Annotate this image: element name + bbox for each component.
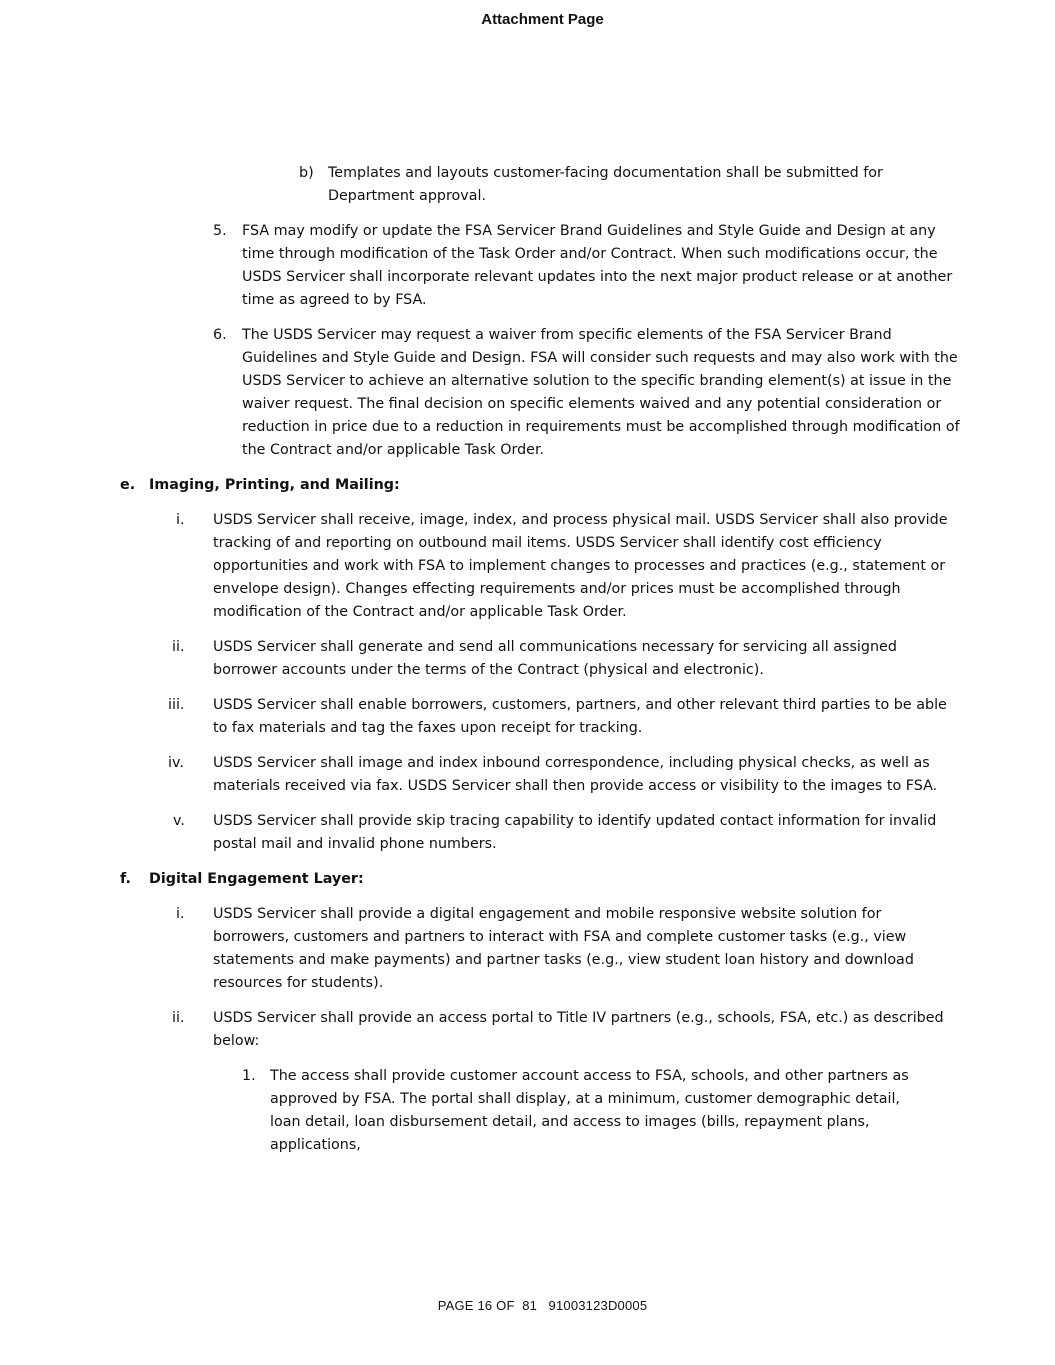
list-marker: 5. xyxy=(213,223,227,239)
page-header: Attachment Page xyxy=(481,11,604,28)
list-marker: ii. xyxy=(172,639,185,655)
list-item-text: Templates and layouts customer-facing documentation shall be submitted for Department approval. xyxy=(328,165,883,204)
list-item-text: USDS Servicer shall receive, image, index, and process physical mail. USDS Servicer shall also provide tracking of and reporting on outbound mail items. USDS Servicer shall identify cost efficiency opportunities and work with FSA to implement changes to processes and practices (e.g., statement or envelope design). Changes effecting requirements and/or prices must be accomplished through modification of the Contract and/or applicable Task Order. xyxy=(213,512,948,620)
list-marker: b) xyxy=(299,165,314,181)
list-item-f-ii-1 xyxy=(242,1065,930,1157)
section-title: Digital Engagement Layer: xyxy=(149,871,364,887)
list-marker: iv. xyxy=(168,755,184,771)
section-heading-e xyxy=(120,474,949,497)
list-item-e-i xyxy=(176,509,957,624)
list-item-text: USDS Servicer shall image and index inbound correspondence, including physical checks, as well as materials received via fax. USDS Servicer shall then provide access or visibility to the images to FSA. xyxy=(213,755,938,794)
section-title: Imaging, Printing, and Mailing: xyxy=(149,477,400,493)
list-item-f-ii xyxy=(172,1007,957,1053)
list-item-e-iv xyxy=(168,752,957,798)
list-marker: 1. xyxy=(242,1068,256,1084)
list-marker: v. xyxy=(173,813,185,829)
list-marker: i. xyxy=(176,906,185,922)
list-item-text: FSA may modify or update the FSA Servicer Brand Guidelines and Style Guide and Design at any time through modification of the Task Order and/or Contract. When such modifications occur, the USDS Servicer shall incorporate relevant updates into the next major product release or at another time as agreed to by FSA. xyxy=(242,223,953,308)
page-number: PAGE 16 OF 81 xyxy=(437,1298,538,1313)
list-item-text: USDS Servicer shall enable borrowers, customers, partners, and other relevant third parties to be able to fax materials and tag the faxes upon receipt for tracking. xyxy=(213,697,947,736)
section-marker: f. xyxy=(120,871,131,887)
list-item-f-i xyxy=(176,903,957,995)
section-marker: e. xyxy=(120,477,136,493)
list-item-b xyxy=(299,162,908,208)
page-footer xyxy=(0,1298,1055,1313)
list-marker: ii. xyxy=(172,1010,185,1026)
list-item-e-iii xyxy=(168,694,957,740)
list-item-e-ii xyxy=(172,636,957,682)
list-marker: 6. xyxy=(213,327,227,343)
section-heading-f xyxy=(120,868,949,891)
list-item-5 xyxy=(213,220,960,312)
list-item-6 xyxy=(213,324,960,462)
list-item-text: USDS Servicer shall provide an access portal to Title IV partners (e.g., schools, FSA, etc.) as described below: xyxy=(213,1010,944,1049)
list-item-text: The access shall provide customer account access to FSA, schools, and other partners as approved by FSA. The portal shall display, at a minimum, customer demographic detail, loan detail, loan disbursement detail, and access to images (bills, repayment plans, applications, xyxy=(270,1068,909,1153)
list-marker: iii. xyxy=(168,697,185,713)
list-item-e-v xyxy=(173,810,957,856)
list-item-text: USDS Servicer shall generate and send all communications necessary for servicing all assigned borrower accounts under the terms of the Contract (physical and electronic). xyxy=(213,639,897,678)
list-item-text: USDS Servicer shall provide skip tracing capability to identify updated contact information for invalid postal mail and invalid phone numbers. xyxy=(213,813,937,852)
contract-number: 91003123D0005 xyxy=(548,1298,648,1313)
document-body xyxy=(0,162,1055,1157)
list-marker: i. xyxy=(176,512,185,528)
list-item-text: The USDS Servicer may request a waiver from specific elements of the FSA Servicer Brand Guidelines and Style Guide and Design. FSA will consider such requests and may also work with the USDS Servicer to achieve an alternative solution to the specific branding element(s) at issue in the waiver request. The final decision on specific elements waived and any potential consideration or reduction in price due to a reduction in requirements must be accomplished through modification of the Contract and/or applicable Task Order. xyxy=(242,327,960,458)
list-item-text: USDS Servicer shall provide a digital engagement and mobile responsive website solution for borrowers, customers and partners to interact with FSA and complete customer tasks (e.g., view statements and make payments) and partner tasks (e.g., view student loan history and download resources for students). xyxy=(213,906,914,991)
